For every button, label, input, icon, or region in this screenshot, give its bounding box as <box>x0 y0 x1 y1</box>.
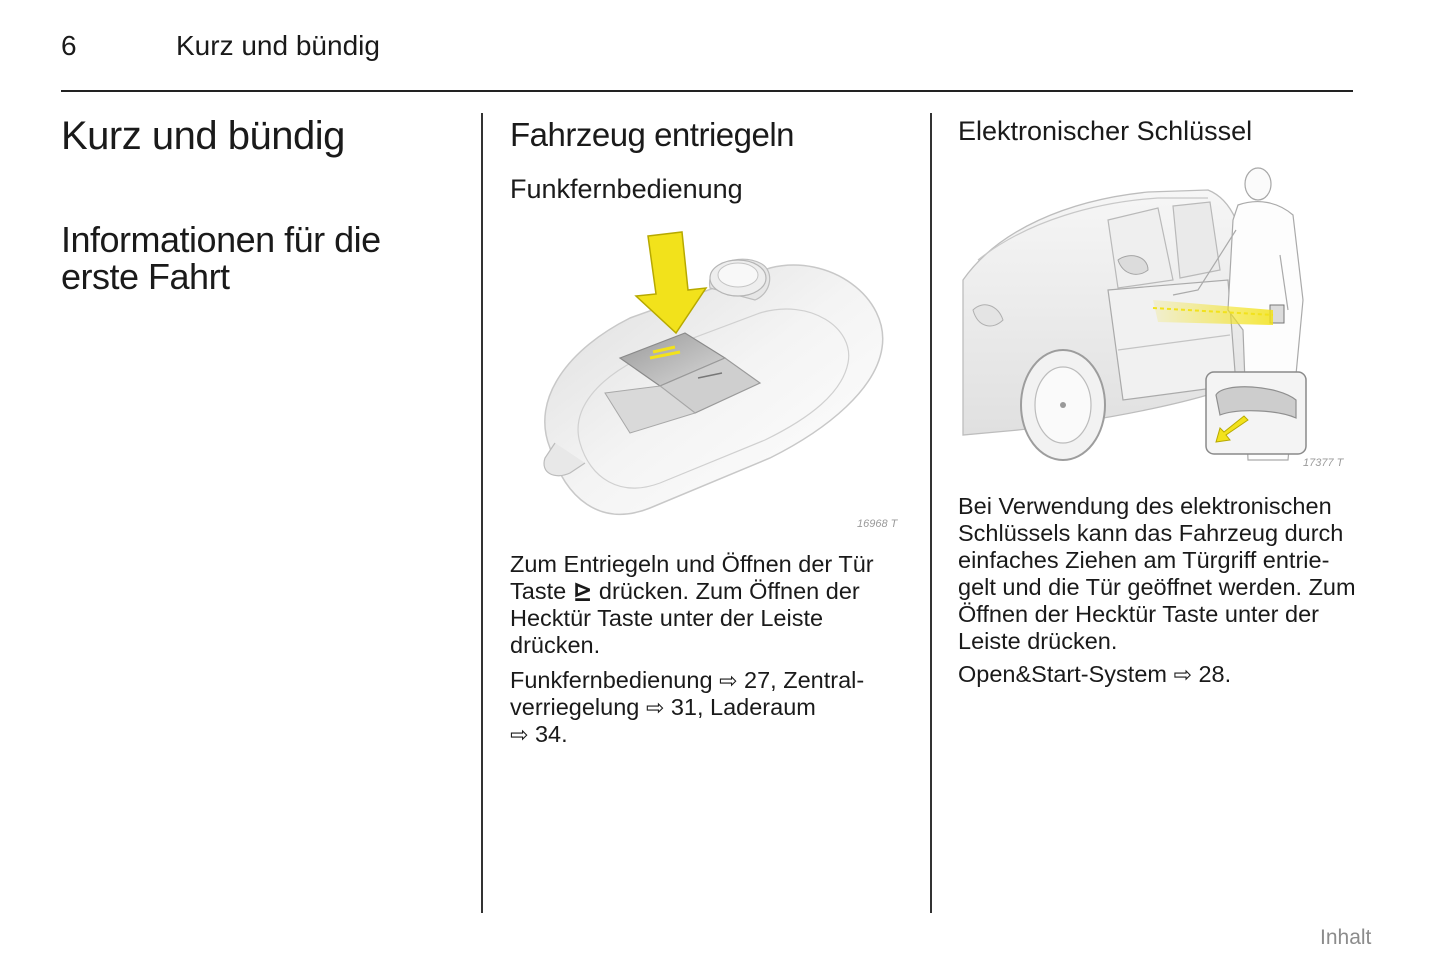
xref-label: , Zentral-verriegelung <box>510 667 865 720</box>
page-reference-link[interactable]: 31 <box>670 694 697 720</box>
xref-label: Funkfernbedienung <box>510 667 720 693</box>
punctuation: . <box>1224 661 1232 687</box>
paragraph-open-start-reference <box>958 661 1358 688</box>
chapter-title: Kurz und bündig <box>61 114 345 158</box>
footer-contents-link[interactable]: Inhalt <box>1320 926 1372 949</box>
page-reference-icon: ⇨ <box>719 668 738 693</box>
chapter-subtitle: Informationen für die erste Fahrt <box>61 219 381 297</box>
subsection-title-remote: Funkfernbedienung <box>510 174 743 204</box>
page-number: 6 <box>61 30 77 61</box>
column-divider-left <box>481 113 483 913</box>
paragraph-electronic-key: Bei Verwendung des elektronischen Schlüssels kann das Fahrzeug durch einfaches Ziehen am Türgriff entrie-gelt und die Tür geöffnet werden. Zum Öffnen der Hecktür Taste unter der Leiste drücken. <box>958 493 1356 654</box>
paragraph-text: drücken. Zum Öffnen der Hecktür Taste unter der Leiste drücken. <box>510 578 860 658</box>
header-rule <box>61 90 1353 92</box>
paragraph-text: Zum Entriegeln und Öffnen der Tür Taste <box>510 551 874 604</box>
page-reference-link[interactable]: 34 <box>534 721 562 747</box>
unlock-button-symbol: ⊵ <box>572 578 593 604</box>
paragraph-cross-references <box>510 667 910 748</box>
column-divider-right <box>930 113 932 913</box>
figure-code-remote: 16968 T <box>857 518 898 530</box>
page-reference-icon: ⇨ <box>510 722 529 747</box>
page-reference-link[interactable]: 28 <box>1198 661 1225 687</box>
paragraph-unlock-instructions <box>510 551 910 659</box>
page-reference-icon: ⇨ <box>1173 662 1192 687</box>
running-title: Kurz und bündig <box>176 30 380 61</box>
remote-key-illustration <box>510 218 905 535</box>
xref-label: , Laderaum <box>696 694 816 720</box>
xref-label: Open&Start-System <box>958 661 1174 687</box>
section-title-electronic-key: Elektronischer Schlüssel <box>958 116 1253 146</box>
car-door-illustration <box>958 160 1353 472</box>
punctuation: . <box>561 721 568 747</box>
figure-code-electronic-key: 17377 T <box>1303 457 1344 469</box>
page-reference-icon: ⇨ <box>645 695 665 720</box>
section-title-unlock: Fahrzeug entriegeln <box>510 116 795 153</box>
page-reference-link[interactable]: 27 <box>744 667 771 693</box>
